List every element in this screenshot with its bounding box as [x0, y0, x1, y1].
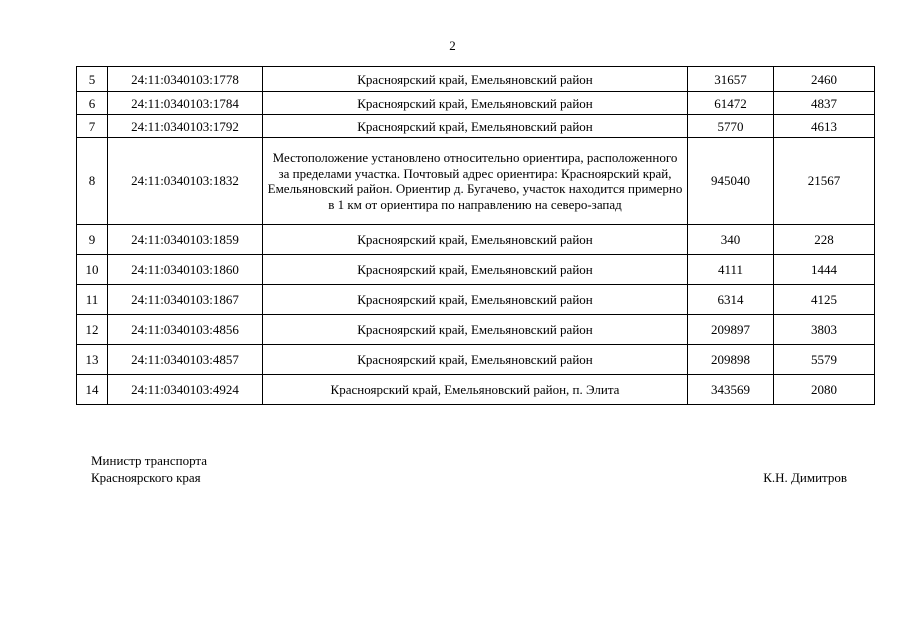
table-row: [77, 115, 875, 138]
row-number: 8: [77, 138, 108, 225]
plot-location: Красноярский край, Емельяновский район: [263, 225, 688, 255]
value-a: 343569: [688, 375, 774, 405]
value-b: 4837: [774, 92, 875, 115]
value-b: 228: [774, 225, 875, 255]
row-number: 14: [77, 375, 108, 405]
page-number: 2: [449, 38, 456, 53]
table-row: [77, 345, 875, 375]
signatory-title: [91, 452, 207, 486]
plot-location: Местоположение установлено относительно ориентира, расположенного за пределами участка. Почтовый адрес ориентира: Красноярский край, Емельяновский район. Ориентир д. Бугачево, участок находится примерно в 1 км от ориентира по направлению на северо-запад: [263, 138, 688, 225]
value-b: 2460: [774, 67, 875, 92]
value-b: 4125: [774, 285, 875, 315]
table-row: [77, 67, 875, 92]
table-row: [77, 255, 875, 285]
cadastral-number: 24:11:0340103:1832: [108, 138, 263, 225]
row-number: 12: [77, 315, 108, 345]
value-b: 1444: [774, 255, 875, 285]
row-number: 9: [77, 225, 108, 255]
value-a: 209897: [688, 315, 774, 345]
value-a: 5770: [688, 115, 774, 138]
value-a: 4111: [688, 255, 774, 285]
table-row: [77, 225, 875, 255]
cadastral-number: 24:11:0340103:4856: [108, 315, 263, 345]
plot-location: Красноярский край, Емельяновский район: [263, 92, 688, 115]
value-b: 3803: [774, 315, 875, 345]
value-b: 5579: [774, 345, 875, 375]
signatory-region: Красноярского края: [91, 470, 201, 485]
cadastral-number: 24:11:0340103:1778: [108, 67, 263, 92]
row-number: 11: [77, 285, 108, 315]
value-b: 2080: [774, 375, 875, 405]
table-row: [77, 138, 875, 225]
value-b: 21567: [774, 138, 875, 225]
plot-location: Красноярский край, Емельяновский район: [263, 67, 688, 92]
row-number: 6: [77, 92, 108, 115]
row-number: 10: [77, 255, 108, 285]
cadastral-number: 24:11:0340103:4924: [108, 375, 263, 405]
value-a: 209898: [688, 345, 774, 375]
plot-location: Красноярский край, Емельяновский район: [263, 315, 688, 345]
value-a: 6314: [688, 285, 774, 315]
cadastral-number: 24:11:0340103:1859: [108, 225, 263, 255]
table-row: [77, 375, 875, 405]
value-b: 4613: [774, 115, 875, 138]
row-number: 13: [77, 345, 108, 375]
signatory-position: Министр транспорта: [91, 453, 208, 468]
table-row: [77, 92, 875, 115]
plot-location: Красноярский край, Емельяновский район, п. Элита: [263, 375, 688, 405]
value-a: 340: [688, 225, 774, 255]
value-a: 945040: [688, 138, 774, 225]
value-a: 61472: [688, 92, 774, 115]
table-row: [77, 315, 875, 345]
cadastral-number: 24:11:0340103:1860: [108, 255, 263, 285]
cadastral-number: 24:11:0340103:1867: [108, 285, 263, 315]
cadastral-number: 24:11:0340103:1784: [108, 92, 263, 115]
row-number: 7: [77, 115, 108, 138]
land-plots-table: [76, 66, 875, 405]
plot-location: Красноярский край, Емельяновский район: [263, 255, 688, 285]
signatory-name: К.Н. Димитров: [763, 470, 847, 485]
table-row: [77, 285, 875, 315]
row-number: 5: [77, 67, 108, 92]
plot-location: Красноярский край, Емельяновский район: [263, 345, 688, 375]
plot-location: Красноярский край, Емельяновский район: [263, 115, 688, 138]
cadastral-number: 24:11:0340103:4857: [108, 345, 263, 375]
cadastral-number: 24:11:0340103:1792: [108, 115, 263, 138]
plot-location: Красноярский край, Емельяновский район: [263, 285, 688, 315]
value-a: 31657: [688, 67, 774, 92]
